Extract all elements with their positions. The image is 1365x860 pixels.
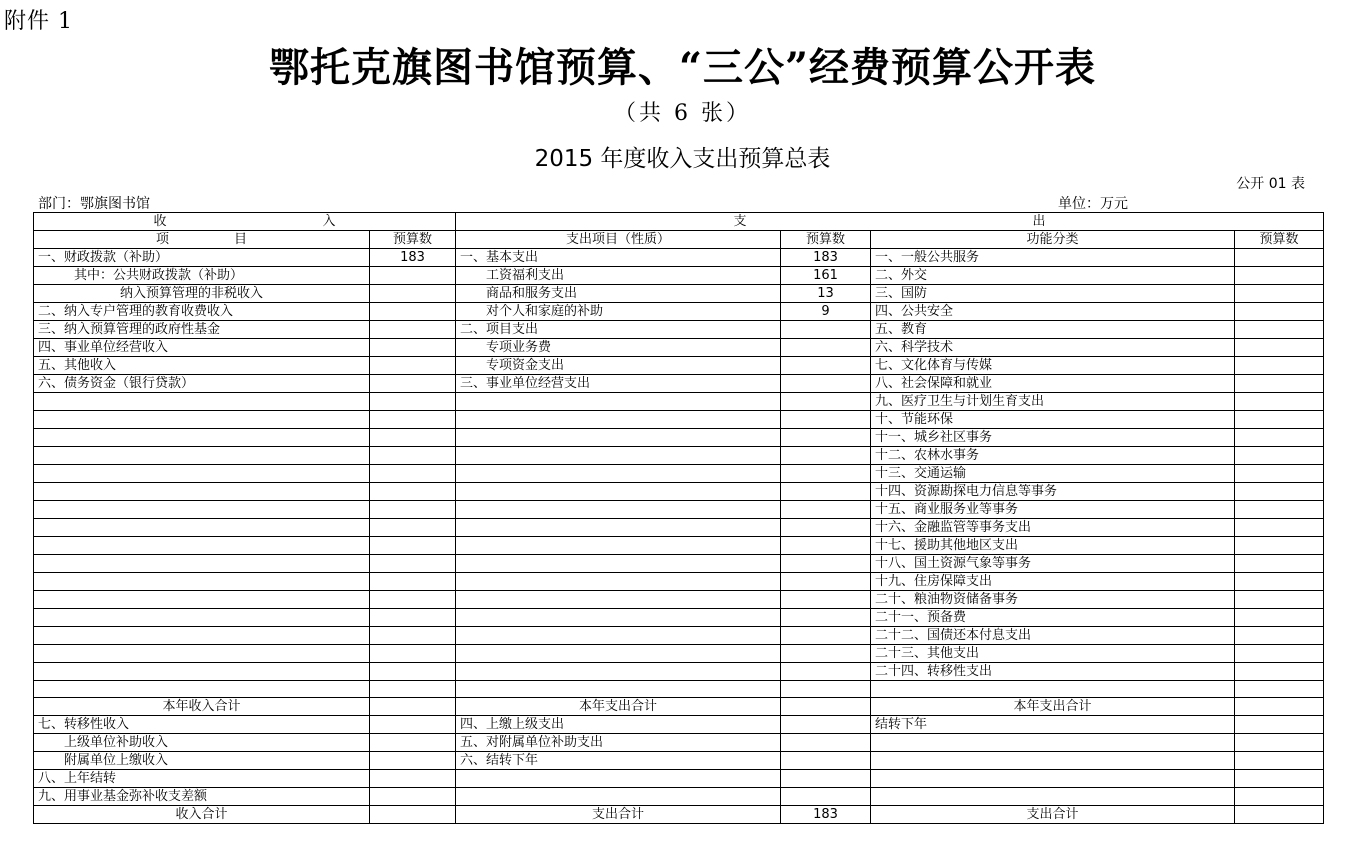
function-item: 十五、商业服务业等事务 [871,501,1235,519]
income-value: 183 [370,249,456,267]
function-value [1235,339,1324,357]
function-total-value [1235,806,1324,824]
function-item: 十一、城乡社区事务 [871,429,1235,447]
expense-value [781,465,871,483]
income-item: 上级单位补助收入 [34,734,370,752]
function-item: 二十一、预备费 [871,609,1235,627]
function-item [871,752,1235,770]
income-item: 六、债务资金（银行贷款） [34,375,370,393]
function-item: 二、外交 [871,267,1235,285]
table-row [34,519,1324,537]
function-value [1235,411,1324,429]
income-item: 三、纳入预算管理的政府性基金 [34,321,370,339]
table-row [34,267,1324,285]
total-row [34,806,1324,824]
table-row [34,411,1324,429]
subtotal-row [34,698,1324,716]
expense-value [781,339,871,357]
function-value [1235,537,1324,555]
income-item [34,663,370,681]
expense-subtotal-label: 本年支出合计 [456,698,781,716]
table-row [34,321,1324,339]
table-row [34,393,1324,411]
expense-value [781,716,871,734]
income-header: 收 入 [34,213,456,231]
expense-value [781,321,871,339]
table-row [34,375,1324,393]
function-item: 一、一般公共服务 [871,249,1235,267]
expense-item [456,645,781,663]
income-item [34,447,370,465]
item-header: 项 目 [34,231,370,249]
function-value [1235,375,1324,393]
function-item [871,770,1235,788]
expense-item: 五、对附属单位补助支出 [456,734,781,752]
function-item: 十七、援助其他地区支出 [871,537,1235,555]
expense-item-header: 支出项目（性质） [456,231,781,249]
expense-subtotal-value [781,698,871,716]
expense-item: 三、事业单位经营支出 [456,375,781,393]
function-value [1235,627,1324,645]
expense-item [456,788,781,806]
income-value [370,357,456,375]
income-value [370,519,456,537]
income-value [370,752,456,770]
function-item: 十六、金融监管等事务支出 [871,519,1235,537]
income-value [370,285,456,303]
function-value [1235,609,1324,627]
function-item: 二十、粮油物资储备事务 [871,591,1235,609]
income-item [34,393,370,411]
function-value [1235,465,1324,483]
function-item: 十、节能环保 [871,411,1235,429]
income-item: 五、其他收入 [34,357,370,375]
function-item: 三、国防 [871,285,1235,303]
function-item: 八、社会保障和就业 [871,375,1235,393]
expense-value [781,609,871,627]
expense-total-value: 183 [781,806,871,824]
expense-value [781,663,871,681]
expense-item [456,501,781,519]
income-item [34,483,370,501]
income-value [370,537,456,555]
budget-header-2: 预算数 [781,231,871,249]
expense-item [456,591,781,609]
expense-value [781,519,871,537]
income-value [370,393,456,411]
table-row [34,591,1324,609]
income-item: 八、上年结转 [34,770,370,788]
function-item [871,681,1235,698]
department-label: 部门：鄂旗图书馆 [38,196,150,212]
function-value [1235,788,1324,806]
expense-value [781,411,871,429]
table-row [34,357,1324,375]
expense-value [781,501,871,519]
income-value [370,573,456,591]
table-row [34,645,1324,663]
document-subtitle: （共 6 张） [614,101,751,126]
income-value [370,663,456,681]
function-value [1235,591,1324,609]
income-value [370,303,456,321]
function-item: 五、教育 [871,321,1235,339]
expense-item: 工资福利支出 [456,267,781,285]
table-row [34,555,1324,573]
expense-item [456,483,781,501]
function-item [871,734,1235,752]
budget-table [33,212,1324,824]
expense-item: 专项资金支出 [456,357,781,375]
expense-value [781,357,871,375]
function-subtotal-value [1235,698,1324,716]
attachment-label: 附件 1 [4,9,73,34]
expense-value [781,734,871,752]
expense-value: 13 [781,285,871,303]
function-value [1235,393,1324,411]
table-row [34,573,1324,591]
income-value [370,627,456,645]
expense-value [781,537,871,555]
income-subtotal-label: 本年收入合计 [34,698,370,716]
function-value [1235,573,1324,591]
function-value [1235,752,1324,770]
budget-header: 预算数 [370,231,456,249]
income-item: 七、转移性收入 [34,716,370,734]
function-value [1235,501,1324,519]
income-subtotal-value [370,698,456,716]
table-row [34,339,1324,357]
table-row [34,249,1324,267]
income-value [370,339,456,357]
expense-item: 六、结转下年 [456,752,781,770]
table-row [34,447,1324,465]
expense-item [456,770,781,788]
function-item: 二十三、其他支出 [871,645,1235,663]
function-item: 十四、资源勘探电力信息等事务 [871,483,1235,501]
expense-value: 9 [781,303,871,321]
income-value [370,591,456,609]
income-total-label: 收入合计 [34,806,370,824]
expense-total-label: 支出合计 [456,806,781,824]
function-value [1235,483,1324,501]
income-item [34,555,370,573]
expense-header: 支 出 [456,213,1324,231]
income-value [370,716,456,734]
expense-item [456,663,781,681]
expense-item [456,609,781,627]
function-item [871,788,1235,806]
expense-item: 四、上缴上级支出 [456,716,781,734]
expense-item [456,465,781,483]
function-item: 十八、国土资源气象等事务 [871,555,1235,573]
income-item [34,411,370,429]
expense-item: 商品和服务支出 [456,285,781,303]
function-header: 功能分类 [871,231,1235,249]
function-total-label: 支出合计 [871,806,1235,824]
function-value [1235,716,1324,734]
expense-item: 一、基本支出 [456,249,781,267]
expense-item: 专项业务费 [456,339,781,357]
function-item: 二十二、国债还本付息支出 [871,627,1235,645]
form-number: 公开 01 表 [1236,176,1305,192]
income-value [370,734,456,752]
function-value [1235,321,1324,339]
expense-item [456,519,781,537]
income-item [34,609,370,627]
expense-value [781,681,871,698]
function-value [1235,770,1324,788]
income-value [370,411,456,429]
function-item: 六、科学技术 [871,339,1235,357]
expense-item [456,627,781,645]
expense-value [781,573,871,591]
income-value [370,267,456,285]
function-value [1235,303,1324,321]
income-value [370,429,456,447]
table-row [34,681,1324,698]
expense-value [781,393,871,411]
income-value [370,681,456,698]
income-item: 二、纳入专户管理的教育收费收入 [34,303,370,321]
expense-value [781,645,871,663]
function-value [1235,267,1324,285]
document-title: 鄂托克旗图书馆预算、“三公”经费预算公开表 [268,44,1096,91]
table-row [34,501,1324,519]
expense-item: 对个人和家庭的补助 [456,303,781,321]
income-value [370,501,456,519]
expense-value [781,555,871,573]
expense-item [456,447,781,465]
income-value [370,788,456,806]
income-item [34,501,370,519]
unit-label: 单位：万元 [1058,196,1128,212]
income-item [34,537,370,555]
income-value [370,483,456,501]
table-row [34,752,1324,770]
function-value [1235,555,1324,573]
income-item [34,591,370,609]
function-item: 二十四、转移性支出 [871,663,1235,681]
table-row [34,770,1324,788]
table-row [34,429,1324,447]
income-value [370,321,456,339]
expense-value [781,788,871,806]
function-item: 十三、交通运输 [871,465,1235,483]
expense-item [456,429,781,447]
expense-value [781,375,871,393]
expense-value: 161 [781,267,871,285]
expense-value [781,447,871,465]
function-subtotal-label: 本年支出合计 [871,698,1235,716]
table-title: 2015 年度收入支出预算总表 [534,146,831,172]
expense-value: 183 [781,249,871,267]
table-row [34,285,1324,303]
income-item: 附属单位上缴收入 [34,752,370,770]
income-value [370,375,456,393]
expense-item [456,393,781,411]
function-item: 四、公共安全 [871,303,1235,321]
function-value [1235,519,1324,537]
income-item: 纳入预算管理的非税收入 [34,285,370,303]
header-row-1 [34,213,1324,231]
expense-item [456,681,781,698]
function-value [1235,645,1324,663]
expense-value [781,483,871,501]
table-row [34,734,1324,752]
table-row [34,537,1324,555]
expense-value [781,591,871,609]
income-item [34,465,370,483]
income-item [34,429,370,447]
income-item [34,681,370,698]
function-value [1235,285,1324,303]
income-item [34,573,370,591]
income-item [34,627,370,645]
expense-item [456,411,781,429]
income-item: 一、财政拨款（补助） [34,249,370,267]
expense-item [456,537,781,555]
income-total-value [370,806,456,824]
expense-item [456,573,781,591]
table-row [34,483,1324,501]
table-row [34,788,1324,806]
table-row [34,716,1324,734]
function-value [1235,357,1324,375]
function-value [1235,249,1324,267]
function-value [1235,663,1324,681]
header-row-2 [34,231,1324,249]
table-row [34,609,1324,627]
function-item: 七、文化体育与传媒 [871,357,1235,375]
function-item: 结转下年 [871,716,1235,734]
table-row [34,303,1324,321]
function-item: 十二、农林水事务 [871,447,1235,465]
expense-value [781,627,871,645]
income-item: 九、用事业基金弥补收支差额 [34,788,370,806]
function-value [1235,429,1324,447]
expense-value [781,429,871,447]
function-value [1235,734,1324,752]
expense-value [781,770,871,788]
income-value [370,609,456,627]
table-row [34,465,1324,483]
budget-header-3: 预算数 [1235,231,1324,249]
income-value [370,555,456,573]
income-value [370,645,456,663]
expense-value [781,752,871,770]
function-value [1235,681,1324,698]
table-row [34,663,1324,681]
income-item: 四、事业单位经营收入 [34,339,370,357]
income-item [34,645,370,663]
income-item [34,519,370,537]
function-item: 九、医疗卫生与计划生育支出 [871,393,1235,411]
function-value [1235,447,1324,465]
function-item: 十九、住房保障支出 [871,573,1235,591]
income-value [370,447,456,465]
table-row [34,627,1324,645]
income-value [370,465,456,483]
expense-item: 二、项目支出 [456,321,781,339]
income-value [370,770,456,788]
income-item: 其中：公共财政拨款（补助） [34,267,370,285]
expense-item [456,555,781,573]
